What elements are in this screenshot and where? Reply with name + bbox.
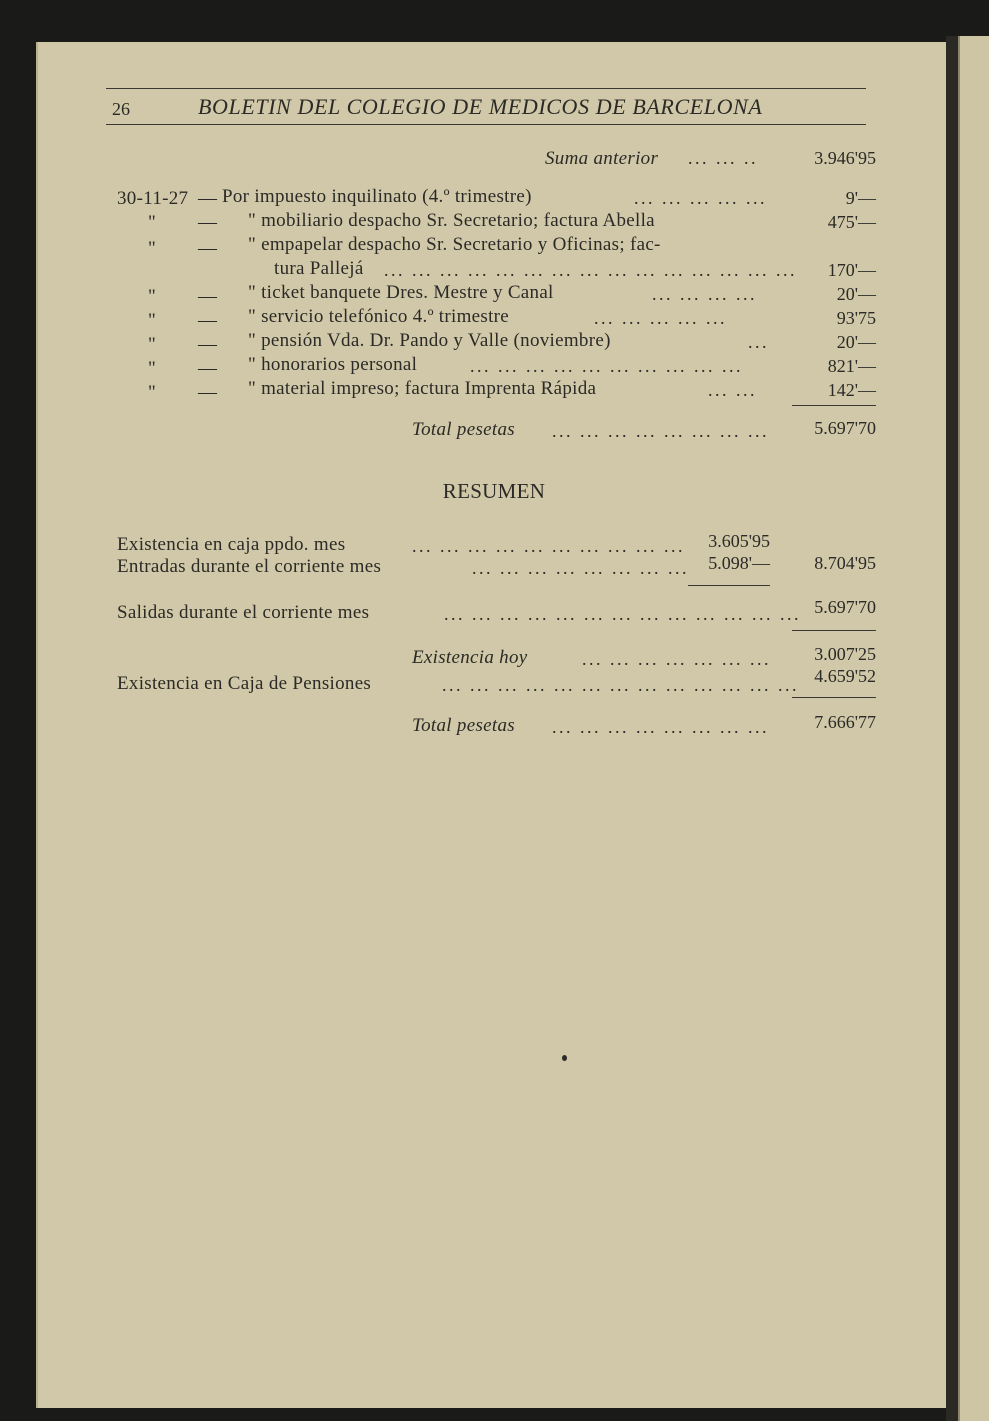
row-dots: ... ... ... ... ... [634,188,767,208]
row-dash: — [198,358,218,379]
summary-dots: ... ... ... ... ... ... ... ... ... ... ... ... ... [442,675,799,695]
summary-amount: 5.098'— [708,553,770,573]
row-dash: — [198,310,218,331]
row-text: " ticket banquete Dres. Mestre y Canal [248,282,554,303]
row-dots: ... ... ... ... ... ... ... ... ... ... ... ... ... ... ... [384,260,797,280]
subtotal-rule [792,630,876,631]
row-ditto: " [148,238,157,259]
subtotal-rule [688,585,770,586]
summary-dots: ... ... ... ... ... ... ... [582,649,771,669]
summary-label: Existencia en Caja de Pensiones [117,673,372,694]
row-ditto: " [148,212,157,233]
row-text: " servicio telefónico 4.º trimestre [248,306,510,327]
header-top-rule [106,88,866,89]
summary-amount: 4.659'52 [814,666,876,686]
carry-label: Suma anterior [545,148,659,169]
row-amount: 93'75 [836,308,876,328]
row-dots: ... ... [708,380,757,400]
summary-label: Salidas durante el corriente mes [117,602,370,623]
row-text: Por impuesto inquilinato (4.º trimestre) [222,186,532,207]
summary-total-label: Total pesetas [412,715,515,736]
ledger-total-dots: ... ... ... ... ... ... ... ... [552,421,769,441]
entry-date: 30-11-27 [117,188,189,209]
row-dash: — [198,334,218,355]
row-text: " mobiliario despacho Sr. Secretario; factura Abella [248,210,655,231]
summary-total-dots: ... ... ... ... ... ... ... ... [552,717,769,737]
ledger-total-amount: 5.697'70 [814,418,876,438]
page-gutter [946,36,958,1421]
running-header-title: BOLETIN DEL COLEGIO DE MEDICOS DE BARCELONA [198,94,763,119]
summary-heading: RESUMEN [442,479,546,503]
summary-dots: ... ... ... ... ... ... ... ... ... ... ... ... ... [444,604,801,624]
row-amount: 821'— [827,356,876,376]
row-text: " honorarios personal [248,354,418,375]
row-dash: — [198,188,218,209]
total-rule [792,697,876,698]
row-ditto: " [148,382,157,403]
row-dots: ... ... ... ... ... ... ... ... ... ... [470,356,743,376]
summary-label: Existencia hoy [412,647,528,668]
row-amount: 20'— [836,284,876,304]
summary-dots: ... ... ... ... ... ... ... ... [472,558,689,578]
summary-dots: ... ... ... ... ... ... ... ... ... ... [412,536,685,556]
summary-label: Existencia en caja ppdo. mes [117,534,346,555]
row-dash: — [198,382,218,403]
row-ditto: " [148,286,157,307]
row-dash: — [198,286,218,307]
row-amount: 142'— [827,380,876,400]
row-dash: — [198,212,218,233]
page-number: 26 [112,99,130,119]
summary-amount: 5.697'70 [814,597,876,617]
facing-page-edge [958,36,989,1421]
carry-dots: ... ... .. [688,148,758,168]
row-ditto: " [148,310,157,331]
summary-label: Entradas durante el corriente mes [117,556,382,577]
ink-speck [562,1055,567,1061]
header-bottom-rule [106,124,866,125]
row-text: " material impreso; factura Imprenta Rápida [248,378,597,399]
ledger-total-label: Total pesetas [412,419,515,440]
row-dash: — [198,238,218,259]
row-text: " pensión Vda. Dr. Pando y Valle (noviembre) [248,330,611,351]
row-amount: 475'— [827,212,876,232]
row-text: " empapelar despacho Sr. Secretario y Oficinas; fac- [248,234,661,255]
row-dots: ... ... ... ... ... [594,308,727,328]
row-dots: ... ... ... ... [652,284,757,304]
row-amount: 9'— [845,188,876,208]
row-amount: 170'— [827,260,876,280]
row-text: tura Pallejá [274,258,364,279]
carry-amount: 3.946'95 [814,148,876,168]
summary-total-amount: 7.666'77 [814,712,876,732]
row-ditto: " [148,358,157,379]
summary-amount: 3.605'95 [708,531,770,551]
summary-sum: 8.704'95 [814,553,876,573]
total-rule [792,405,876,406]
summary-amount: 3.007'25 [814,644,876,664]
row-dots: ... [748,332,769,352]
row-ditto: " [148,334,157,355]
row-amount: 20'— [836,332,876,352]
